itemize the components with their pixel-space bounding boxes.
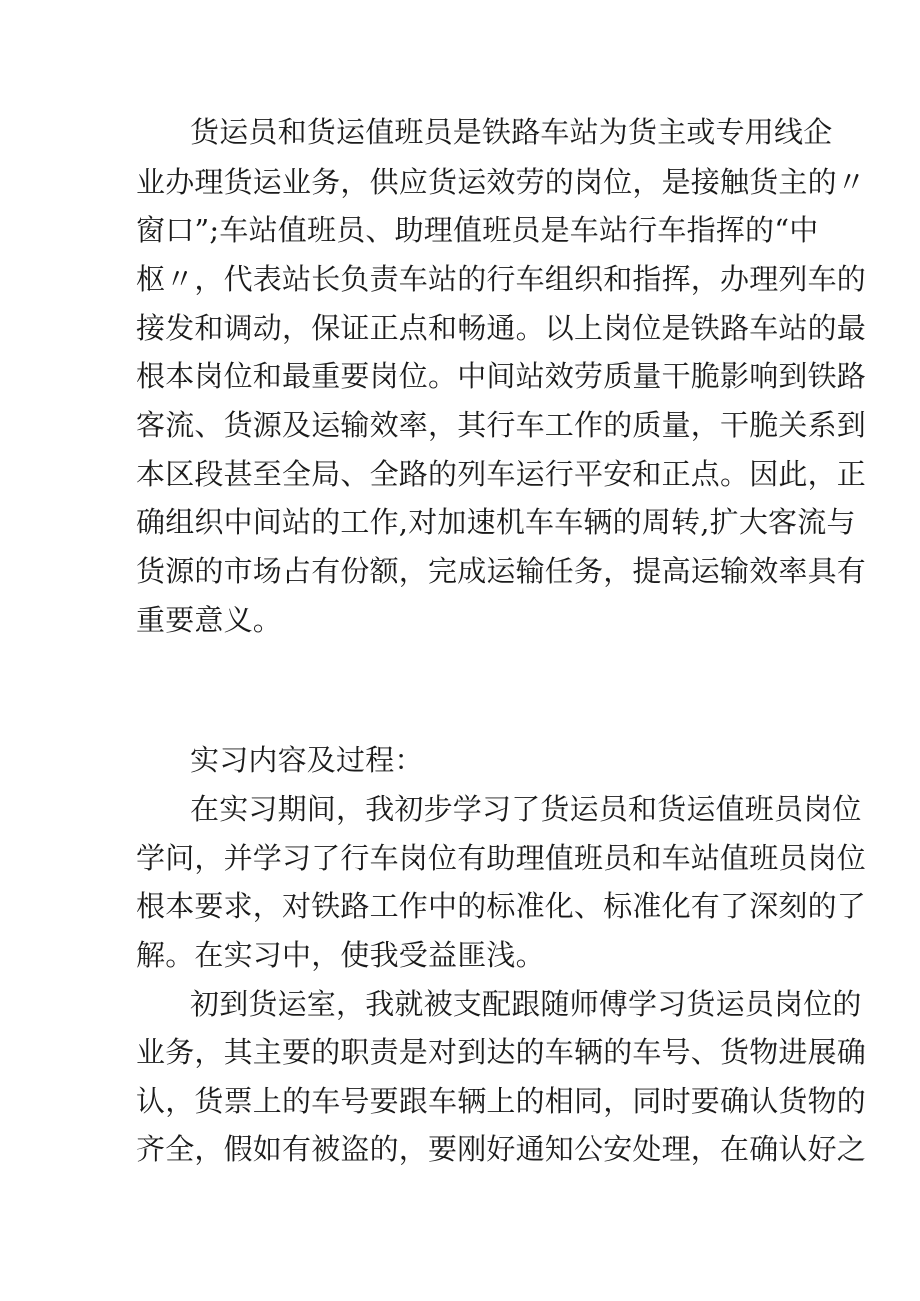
paragraph-line: 齐全，假如有被盗的，要刚好通知公安处理，在确认好之 [136,1132,867,1166]
paragraph-line: 根本要求，对铁路工作中的标准化、标准化有了深刻的了 [136,889,867,923]
paragraph-line: 确组织中间站的工作,对加速机车车辆的周转,扩大客流与 [136,505,856,539]
paragraph-line: 根本岗位和最重要岗位。中间站效劳质量干脆影响到铁路 [136,359,867,393]
paragraph-line: 业办理货运业务，供应货运效劳的岗位，是接触货主的〃 [136,165,867,199]
paragraph-line: 业务，其主要的职责是对到达的车辆的车号、货物进展确 [136,1035,867,1069]
paragraph-line: 接发和调动，保证正点和畅通。以上岗位是铁路车站的最 [136,311,867,345]
paragraph-line: 重要意义。 [136,603,283,637]
paragraph-line: 学问，并学习了行车岗位有助理值班员和车站值班员岗位 [136,841,867,875]
paragraph-line: 枢〃，代表站长负责车站的行车组织和指挥，办理列车的 [136,262,867,296]
paragraph-line: 客流、货源及运输效率，其行车工作的质量，干脆关系到 [136,408,867,442]
paragraph-line: 在实习期间，我初步学习了货运员和货运值班员岗位 [190,792,862,826]
paragraph-line: 货源的市场占有份额，完成运输任务，提高运输效率具有 [136,554,867,588]
paragraph-line: 解。在实习中，使我受益匪浅。 [136,938,545,972]
paragraph-line: 认，货票上的车号要跟车辆上的相同，同时要确认货物的 [136,1084,867,1118]
paragraph-line: 窗口”;车站值班员、助理值班员是车站行车指挥的“中 [136,213,819,247]
paragraph-line: 本区段甚至全局、全路的列车运行平安和正点。因此，正 [136,457,867,491]
paragraph-line: 货运员和货运值班员是铁路车站为货主或专用线企 [190,115,833,149]
paragraph-line: 初到货运室，我就被支配跟随师傅学习货运员岗位的 [190,987,862,1021]
section-heading: 实习内容及过程： [190,743,424,777]
